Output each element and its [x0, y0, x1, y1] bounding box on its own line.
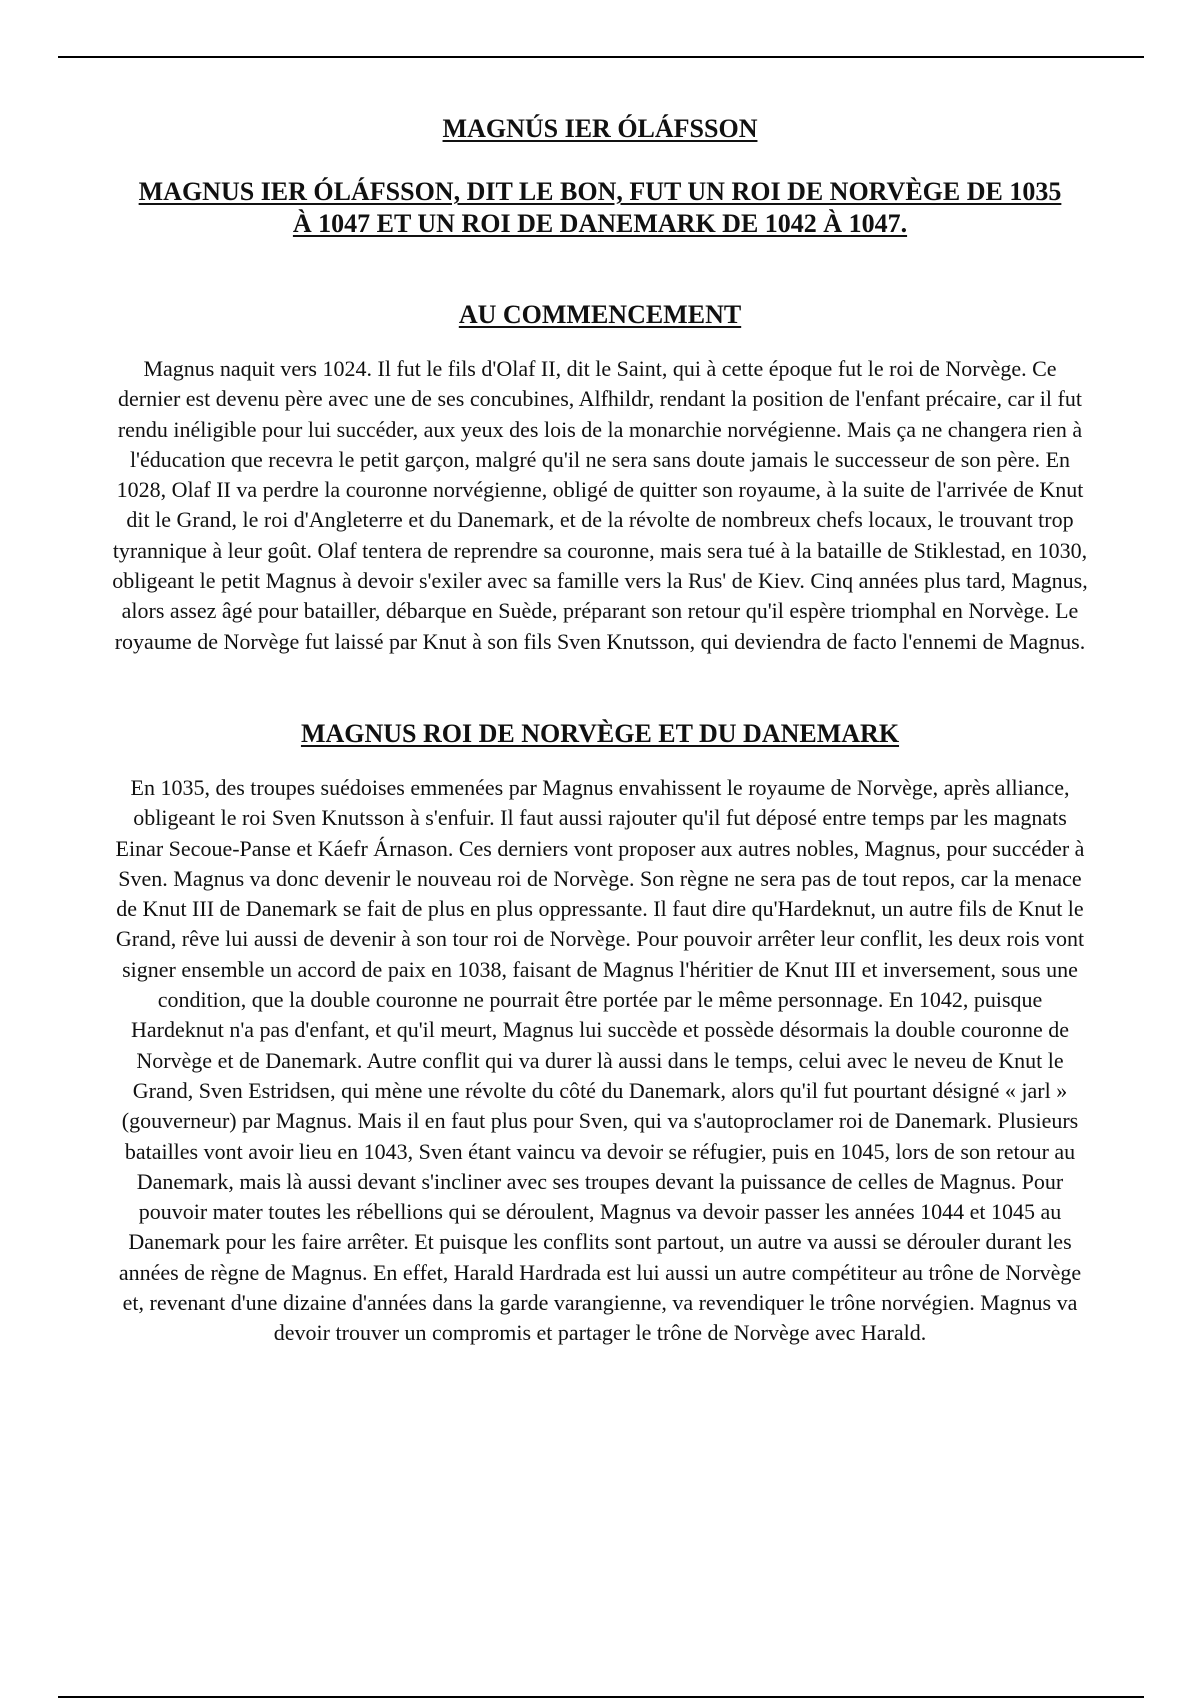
bottom-divider [58, 1696, 1144, 1698]
section-paragraph: En 1035, des troupes suédoises emmenées par Magnus envahissent le royaume de Norvège, après alliance, obligeant le roi Sven Knutsson à s'enfuir. Il faut aussi rajouter qu'il fut déposé entre temps par les magnats Einar Secoue-Panse et Káefr Árnason. Ces derniers vont proposer aux autres nobles, Magnus, pour succéder à Sven. Magnus va donc devenir le nouveau roi de Norvège. Son règne ne sera pas de tout repos, car la menace de Knut III de Danemark se fait de plus en plus oppressante. Il faut dire qu'Hardeknut, un autre fils de Knut le Grand, rêve lui aussi de devenir à son tour roi de Norvège. Pour pouvoir arrêter leur conflit, les deux rois vont signer ensemble un accord de paix en 1038, faisant de Magnus l'héritier de Knut III et inversement, sous une condition, que la double couronne ne pourrait être portée par le même personnage. En 1042, puisque Hardeknut n'a pas d'enfant, et qu'il meurt, Magnus lui succède et possède désormais la double couronne de Norvège et de Danemark. Autre conflit qui va durer là aussi dans le temps, celui avec le neveu de Knut le Grand, Sven Estridsen, qui mène une révolte du côté du Danemark, alors qu'il fut pourtant désigné « jarl » (gouverneur) par Magnus. Mais il en faut plus pour Sven, qui va s'autoproclamer roi de Danemark. Plusieurs batailles vont avoir lieu en 1043, Sven étant vaincu va devoir se réfugier, puis en 1045, lors de son retour au Danemark, mais là aussi devant s'incliner avec ses troupes devant la puissance de celles de Magnus. Pour pouvoir mater toutes les rébellions qui se déroulent, Magnus va devoir passer les années 1044 et 1045 au Danemark pour les faire arrêter. Et puisque les conflits sont partout, un autre va aussi se dérouler durant les années de règne de Magnus. En effet, Harald Hardrada est lui aussi un autre compétiteur au trône de Norvège et, revenant d'une dizaine d'années dans la garde varangienne, va revendiquer le trône norvégien. Magnus va devoir trouver un compromis et partager le trône de Norvège avec Harald. [115, 774, 1085, 1346]
section-magnus-roi [110, 717, 1090, 1349]
document-body [110, 112, 1090, 1349]
section-paragraph: Magnus naquit vers 1024. Il fut le fils d'Olaf II, dit le Saint, qui à cette époque fut le roi de Norvège. Ce dernier est devenu père avec une de ses concubines, Alfhildr, rendant la position de l'enfant précaire, car il fut rendu inéligible pour lui succéder, aux yeux des lois de la monarchie norvégienne. Mais ça ne changera rien à l'éducation que recevra le petit garçon, malgré qu'il ne sera sans doute jamais le successeur de son père. En 1028, Olaf II va perdre la couronne norvégienne, obligé de quitter son royaume, à la suite de l'arrivée de Knut dit le Grand, le roi d'Angleterre et du Danemark, et de la révolte de nombreux chefs locaux, le trouvant trop tyrannique à leur goût. Olaf tentera de reprendre sa couronne, mais sera tué à la bataille de Stiklestad, en 1030, obligeant le petit Magnus à devoir s'exiler avec sa famille vers la Rus' de Kiev. Cinq années plus tard, Magnus, alors assez âgé pour batailler, débarque en Suède, préparant son retour qu'il espère triomphal en Norvège. Le royaume de Norvège fut laissé par Knut à son fils Sven Knutsson, qui deviendra de facto l'ennemi de Magnus. [112, 356, 1088, 654]
top-divider [58, 56, 1144, 58]
section-heading: MAGNUS ROI DE NORVÈGE ET DU DANEMARK [300, 718, 900, 748]
page-title: MAGNÚS IER ÓLÁFSSON [442, 114, 758, 143]
section-heading: AU COMMENCEMENT [458, 300, 742, 329]
section-au-commencement [110, 298, 1090, 657]
page-subtitle: MAGNUS IER ÓLÁFSSON, DIT LE BON, FUT UN ROI DE NORVÈGE DE 1035 À 1047 ET UN ROI DE DANEMARK DE 1042 À 1047. [138, 177, 1062, 238]
